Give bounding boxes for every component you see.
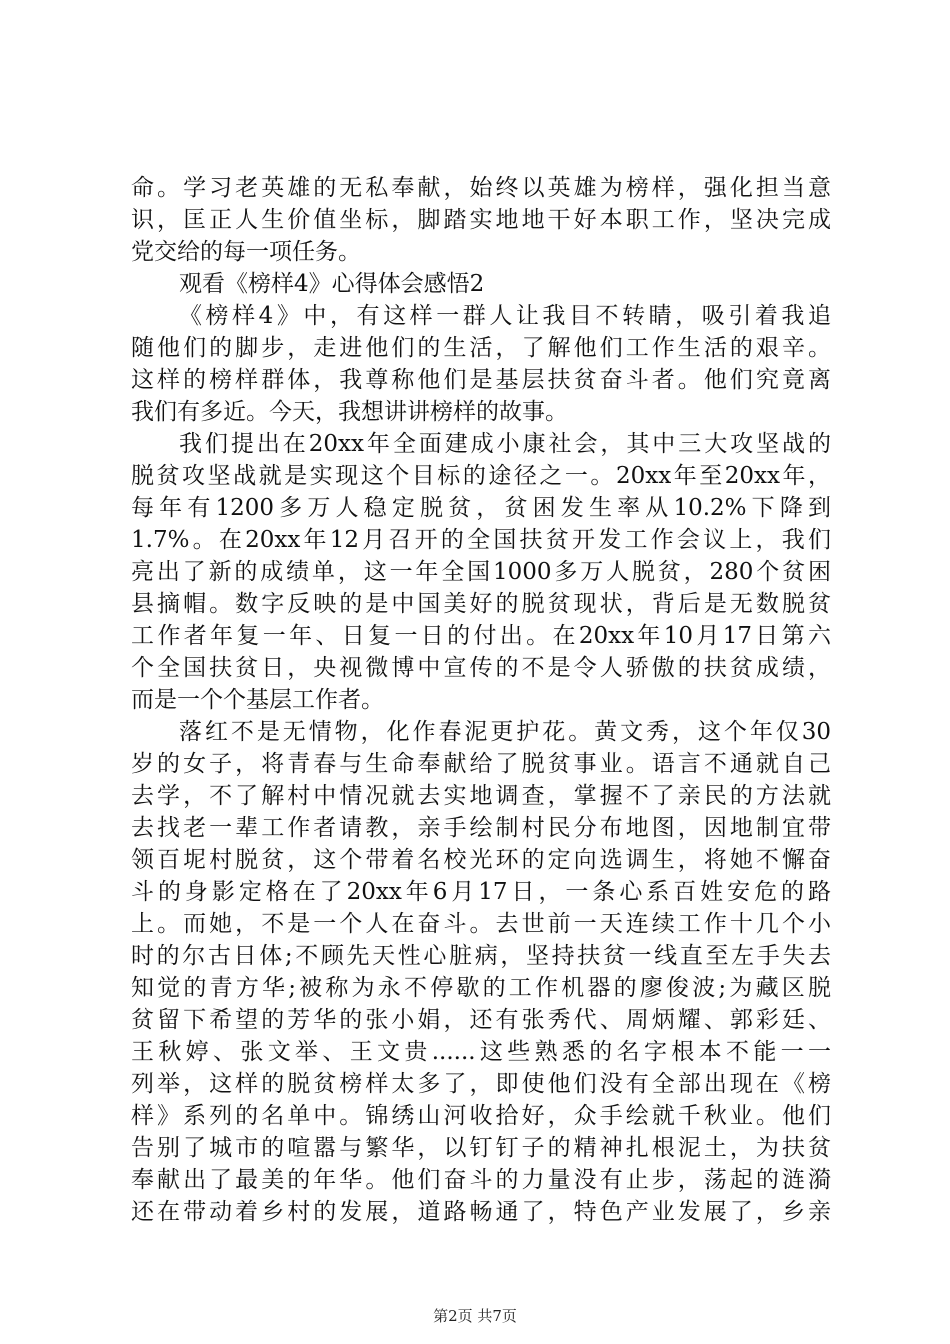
paragraph-2: [131, 300, 831, 428]
text-line: 个全国扶贫日，央视微博中宣传的不是令人骄傲的扶贫成绩，: [131, 655, 831, 681]
text-line: 识，匡正人生价值坐标，脚踏实地地干好本职工作，坚决完成: [131, 207, 831, 233]
paragraph-3: [131, 428, 831, 716]
text-line: 王秋婷、张文举、王文贵......这些熟悉的名字根本不能一一: [131, 1039, 831, 1065]
text-line: 奉献出了最美的年华。他们奋斗的力量没有止步，荡起的涟漪: [131, 1167, 831, 1193]
text-line: 还在带动着乡村的发展，道路畅通了，特色产业发展了，乡亲: [131, 1199, 831, 1225]
text-line: 时的尔古日体;不顾先天性心脏病，坚持扶贫一线直至左手失去: [131, 943, 831, 969]
text-line: 每年有1200多万人稳定脱贫，贫困发生率从10.2%下降到: [131, 495, 831, 521]
text-line: 党交给的每一项任务。: [131, 239, 361, 265]
text-line: 这样的榜样群体，我尊称他们是基层扶贫奋斗者。他们究竟离: [131, 367, 831, 393]
text-line: 我们有多近。今天，我想讲讲榜样的故事。: [131, 399, 568, 425]
text-line: 1.7%。在20xx年12月召开的全国扶贫开发工作会议上，我们: [131, 527, 831, 553]
text-line: 命。学习老英雄的无私奉献，始终以英雄为榜样，强化担当意: [131, 175, 831, 201]
text-line: 而是一个个基层工作者。: [131, 687, 384, 713]
text-line: 县摘帽。数字反映的是中国美好的脱贫现状，背后是无数脱贫: [131, 591, 831, 617]
text-line: 样》系列的名单中。锦绣山河收拾好，众手绘就千秋业。他们: [131, 1103, 831, 1129]
text-line: 上。而她，不是一个人在奋斗。去世前一天连续工作十几个小: [131, 911, 831, 937]
paragraph-4: [131, 716, 831, 1228]
paragraph-1: [131, 172, 831, 268]
text-line: 告别了城市的喧嚣与繁华，以钉钉子的精神扎根泥土，为扶贫: [131, 1135, 831, 1161]
heading-text: 观看《榜样4》心得体会感悟2: [179, 271, 485, 297]
text-line: 列举，这样的脱贫榜样太多了，即使他们没有全部出现在《榜: [131, 1071, 831, 1097]
text-line: 落红不是无情物，化作春泥更护花。黄文秀，这个年仅30: [179, 719, 831, 745]
text-line: 去学，不了解村中情况就去实地调查，掌握不了亲民的方法就: [131, 783, 831, 809]
text-line: 《榜样4》中，有这样一群人让我目不转睛，吸引着我追: [179, 303, 831, 329]
text-line: 我们提出在20xx年全面建成小康社会，其中三大攻坚战的: [179, 431, 831, 457]
text-line: 知觉的青方华;被称为永不停歇的工作机器的廖俊波;为藏区脱: [131, 975, 831, 1001]
text-line: 领百坭村脱贫，这个带着名校光环的定向选调生，将她不懈奋: [131, 847, 831, 873]
page-number-footer: 第2页 共7页: [433, 1307, 517, 1325]
text-line: 斗的身影定格在了20xx年6月17日，一条心系百姓安危的路: [131, 879, 831, 905]
document-body: [131, 172, 831, 1228]
text-line: 贫留下希望的芳华的张小娟，还有张秀代、周炳耀、郭彩廷、: [131, 1007, 831, 1033]
text-line: 岁的女子，将青春与生命奉献给了脱贫事业。语言不通就自己: [131, 751, 831, 777]
text-line: 工作者年复一年、日复一日的付出。在20xx年10月17日第六: [131, 623, 831, 649]
text-line: 亮出了新的成绩单，这一年全国1000多万人脱贫，280个贫困: [131, 559, 831, 585]
section-heading: [131, 268, 831, 300]
text-line: 脱贫攻坚战就是实现这个目标的途径之一。20xx年至20xx年，: [131, 463, 831, 489]
text-line: 随他们的脚步，走进他们的生活，了解他们工作生活的艰辛。: [131, 335, 831, 361]
text-line: 去找老一辈工作者请教，亲手绘制村民分布地图，因地制宜带: [131, 815, 831, 841]
